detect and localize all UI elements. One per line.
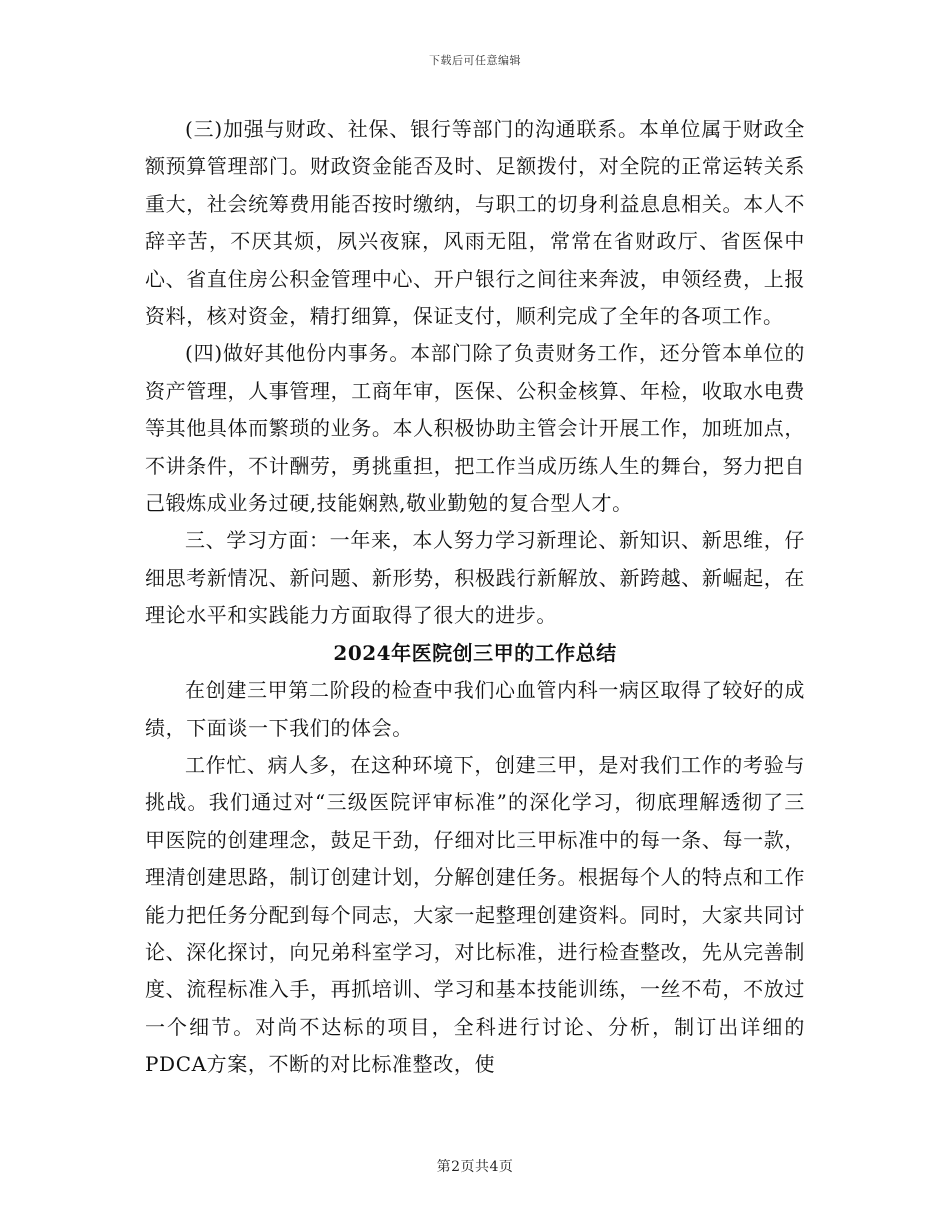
paragraph-finance-liaison: (三)加强与财政、社保、银行等部门的沟通联系。本单位属于财政全额预算管理部门。财政资金能否及时、足额拨付，对全院的正常运转关系重大，社会统筹费用能否按时缴纳，与职工的切身利益息息相关。本人不辞辛苦，不厌其烦，夙兴夜寐，风雨无阻，常常在省财政厅、省医保中心、省直住房公积金管理中心、开户银行之间往来奔波，申领经费，上报资料，核对资金，精打细算，保证支付，顺利完成了全年的各项工作。	[145, 117, 805, 329]
paragraph-intro: 在创建三甲第二阶段的检查中我们心血管内科一病区取得了较好的成绩，下面谈一下我们的体会。	[145, 678, 805, 740]
paragraph-other-duties: (四)做好其他份内事务。本部门除了负责财务工作，还分管本单位的资产管理，人事管理，工商年审，医保、公积金核算、年检，收取水电费等其他具体而繁琐的业务。本人积极协助主管会计开展工作，加班加点，不讲条件，不计酬劳，勇挑重担，把工作当成历练人生的舞台，努力把自己锻炼成业务过硬,技能娴熟,敬业勤勉的复合型人才。	[145, 341, 805, 516]
page-number: 第2页共4页	[436, 1159, 514, 1175]
page-header: 下载后可任意编辑	[429, 54, 521, 67]
paragraph-study: 三、学习方面：一年来，本人努力学习新理论、新知识、新思维，仔细思考新情况、新问题、新形势，积极践行新解放、新跨越、新崛起，在理论水平和实践能力方面取得了很大的进步。	[145, 528, 805, 628]
paragraph-work: 工作忙、病人多，在这种环境下，创建三甲，是对我们工作的考验与挑战。我们通过对“三级医院评审标准”的深化学习，彻底理解透彻了三甲医院的创建理念，鼓足干劲，仔细对比三甲标准中的每一条、每一款，理清创建思路，制订创建计划，分解创建任务。根据每个人的特点和工作能力把任务分配到每个同志，大家一起整理创建资料。同时，大家共同讨论、深化探讨，向兄弟科室学习，对比标准，进行检查整改，先从完善制度、流程标准入手，再抓培训、学习和基本技能训练，一丝不苟，不放过一个细节。对尚不达标的项目，全科进行讨论、分析，制订出详细的PDCA方案，不断的对比标准整改，使	[145, 752, 805, 1077]
document-body	[145, 111, 805, 1084]
section-title: 2024年医院创三甲的工作总结	[333, 640, 617, 665]
